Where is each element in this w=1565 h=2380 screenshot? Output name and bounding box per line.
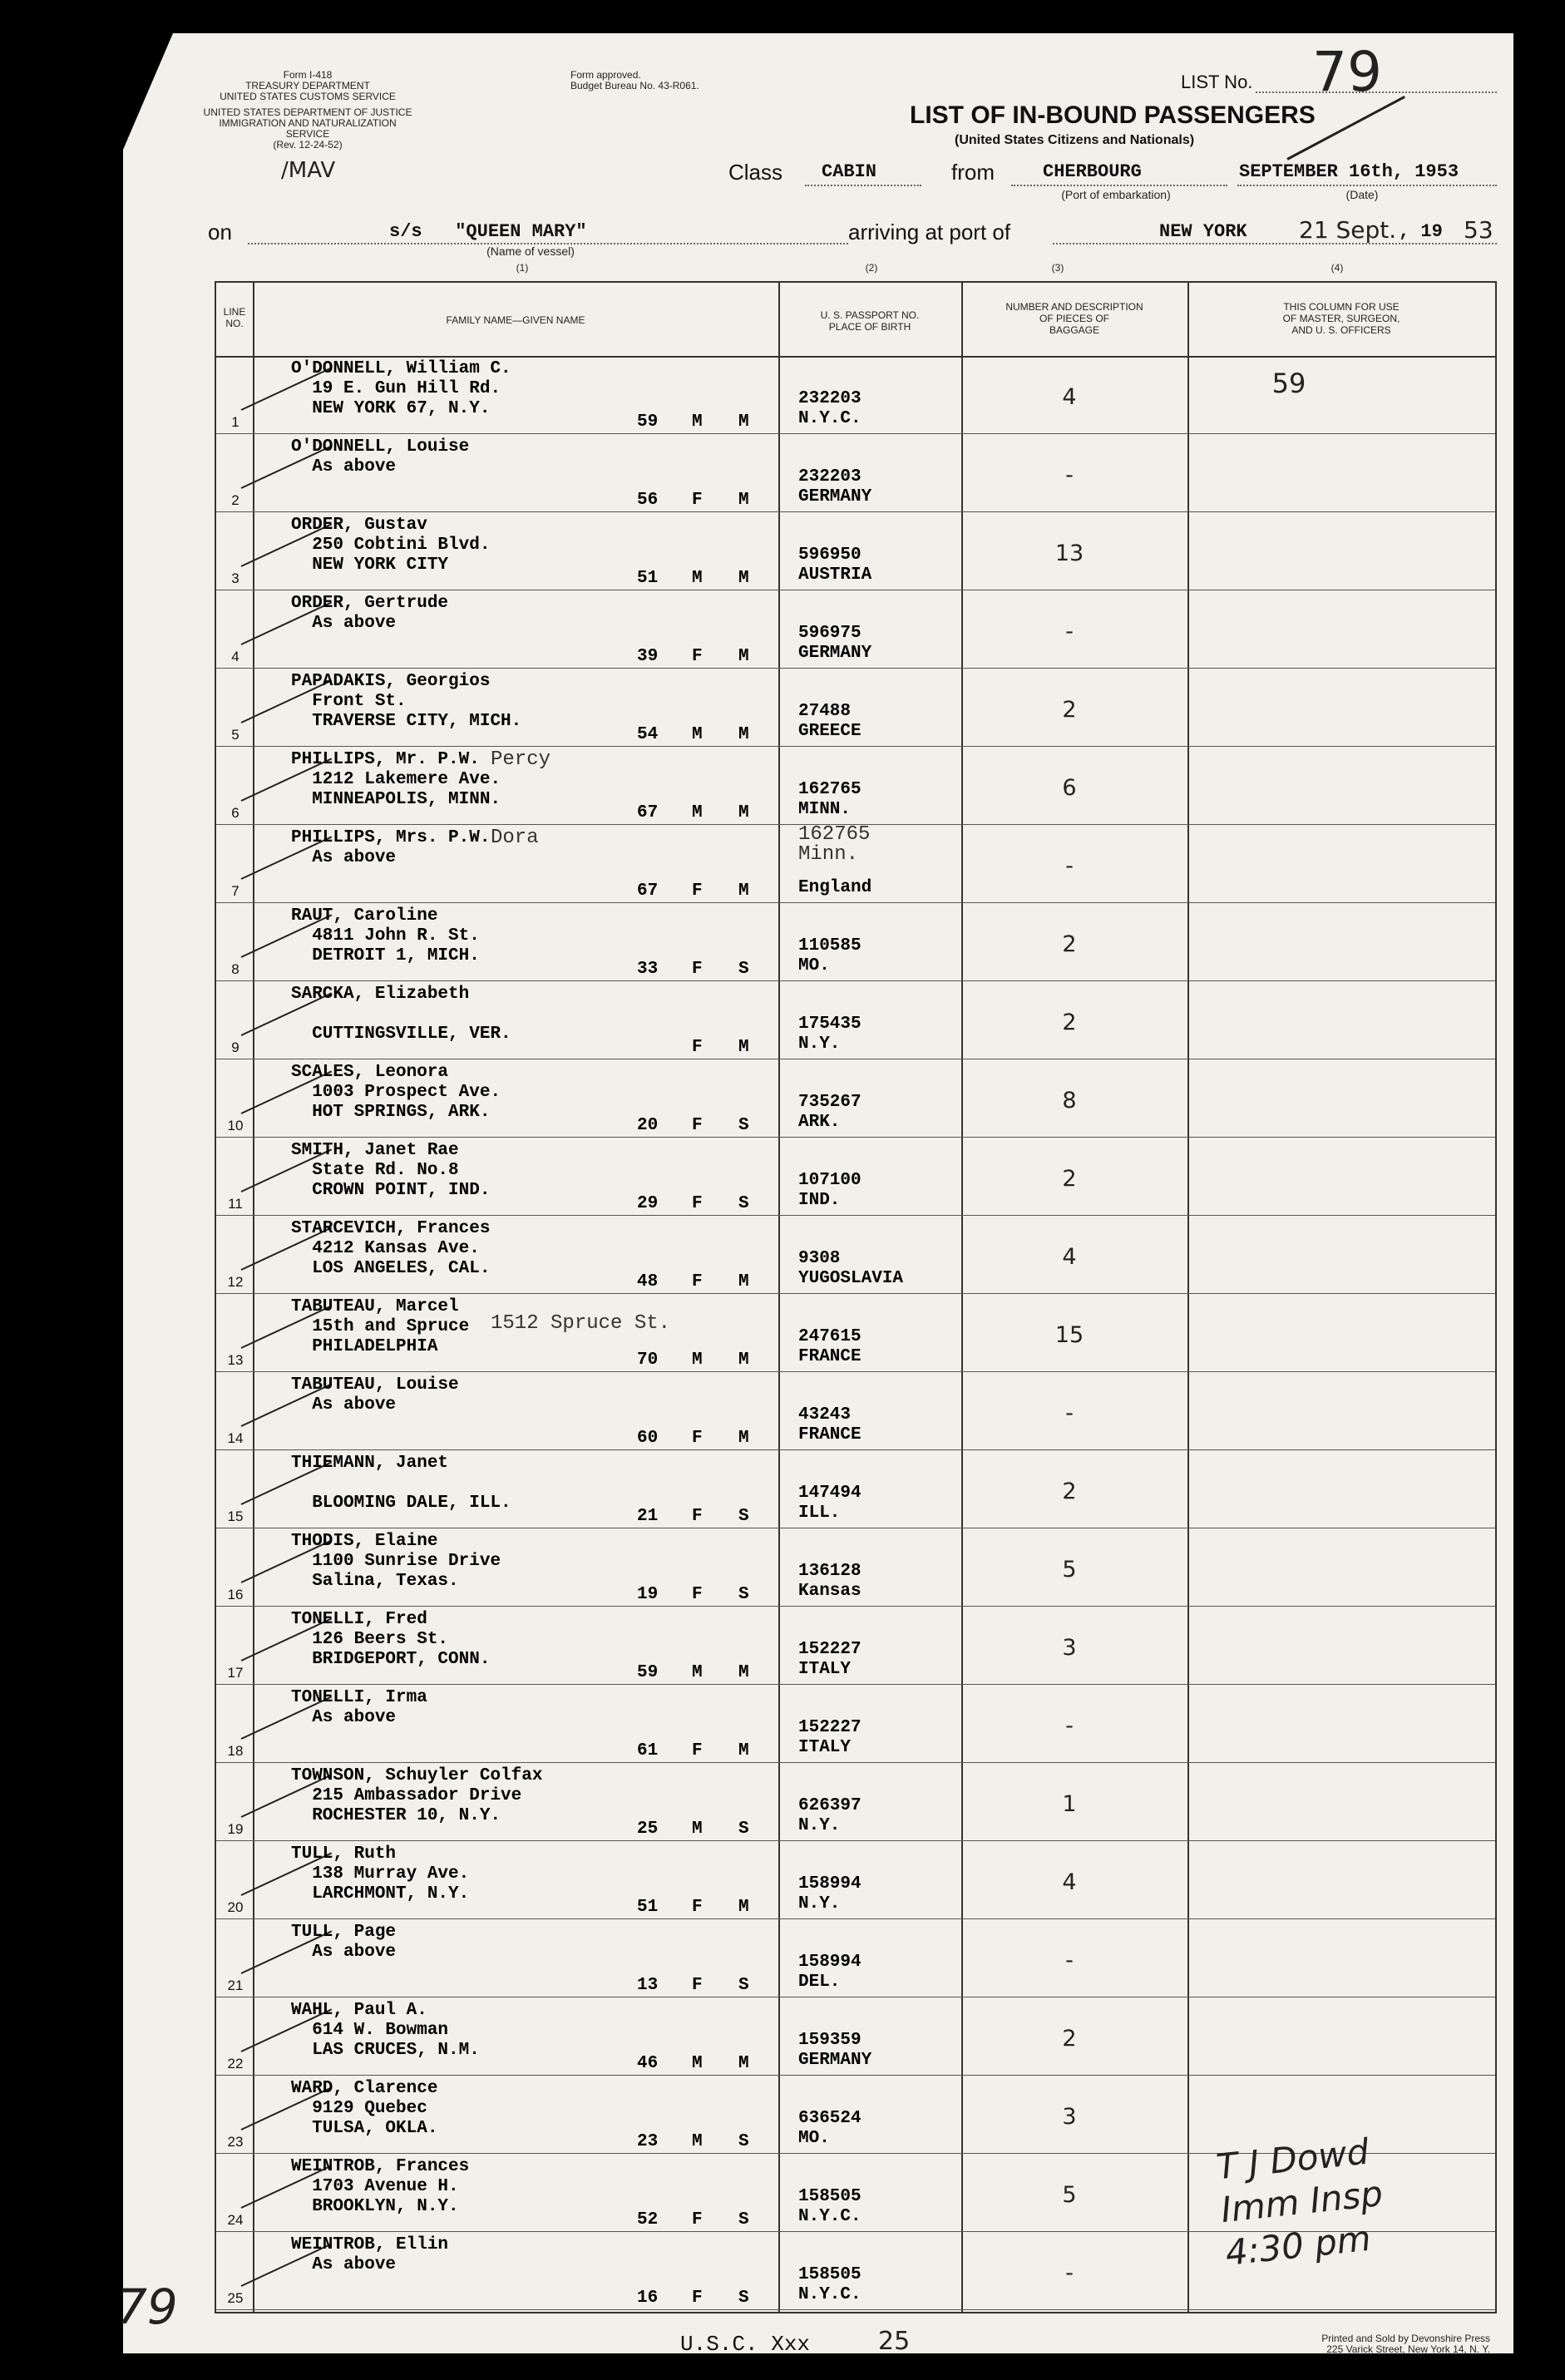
passenger-name-address: TABUTEAU, Marcel 15th and Spruce PHILADELPHIA xyxy=(291,1297,470,1356)
line-number: 18 xyxy=(227,1743,244,1759)
passenger-age: 59 xyxy=(637,1663,659,1682)
passenger-marital-status: S xyxy=(738,2210,749,2229)
column-number-1: (1) xyxy=(516,262,529,274)
usc-code: U.S.C. Xxx xyxy=(680,2332,811,2357)
handwritten-correction: 1512 Spruce St. xyxy=(491,1312,671,1335)
baggage-count: 13 xyxy=(1054,541,1084,566)
col-header-passport: U. S. PASSPORT NO. PLACE OF BIRTH xyxy=(820,309,920,333)
table-row xyxy=(216,1997,1495,2076)
table-row xyxy=(216,356,1495,434)
reference-code: /MAV xyxy=(281,158,336,183)
passport-birthplace: 152227 ITALY xyxy=(798,1640,861,1679)
passenger-age: 54 xyxy=(637,725,659,744)
passenger-name-address: TABUTEAU, Louise As above xyxy=(291,1375,459,1415)
port-embark-caption: (Port of embarkation) xyxy=(1061,188,1171,201)
table-row xyxy=(216,434,1495,512)
passenger-age: 25 xyxy=(637,1820,659,1839)
handwritten-correction: Percy xyxy=(491,748,551,771)
form-revision: (Rev. 12-24-52) xyxy=(273,139,343,151)
passenger-name-address: PAPADAKIS, Georgios Front St. TRAVERSE CITY, MICH. xyxy=(291,672,522,731)
vessel-value: s/s "QUEEN MARY" xyxy=(389,221,587,242)
arrival-date: 21 Sept. xyxy=(1299,216,1397,244)
passenger-age: 51 xyxy=(637,1898,659,1917)
passenger-age: 16 xyxy=(637,2289,659,2308)
passenger-marital-status: M xyxy=(738,569,749,588)
baggage-count: 15 xyxy=(1054,1322,1084,1348)
passenger-sex: F xyxy=(692,1194,703,1213)
passport-birthplace: 636524 MO. xyxy=(798,2109,861,2148)
printer-info xyxy=(1191,2333,1490,2355)
passport-birthplace: 596950 AUSTRIA xyxy=(798,546,872,585)
line-number: 4 xyxy=(231,649,239,664)
table-row xyxy=(216,1763,1495,1841)
baggage-count: 2 xyxy=(1062,697,1077,723)
line-number: 7 xyxy=(231,883,239,899)
passenger-marital-status: M xyxy=(738,881,749,901)
customs-service: UNITED STATES CUSTOMS SERVICE xyxy=(220,91,396,102)
passport-birthplace: 107100 IND. xyxy=(798,1171,861,1210)
passenger-age: 52 xyxy=(637,2210,659,2229)
passport-birthplace: 596975 GERMANY xyxy=(798,624,872,663)
line-number: 12 xyxy=(227,1274,244,1290)
passenger-marital-status: M xyxy=(738,803,749,822)
ins-service: IMMIGRATION AND NATURALIZATION SERVICE xyxy=(219,117,397,140)
table-row xyxy=(216,1138,1495,1216)
passenger-table xyxy=(215,281,1497,2313)
table-row xyxy=(216,1685,1495,1763)
passenger-age: 59 xyxy=(637,412,659,432)
passenger-marital-status: S xyxy=(738,1820,749,1839)
col-header-officers: THIS COLUMN FOR USE OF MASTER, SURGEON, AND U. S. OFFICERS xyxy=(1282,301,1400,336)
list-no-label: LIST No. xyxy=(1181,72,1253,92)
passenger-name-address: SCALES, Leonora 1003 Prospect Ave. HOT SPRINGS, ARK. xyxy=(291,1063,501,1122)
baggage-count: 1 xyxy=(1062,1791,1077,1817)
passenger-marital-status: M xyxy=(738,1741,749,1760)
passenger-name-address: WEINTROB, Ellin As above xyxy=(291,2235,449,2274)
baggage-count: - xyxy=(1065,1713,1074,1739)
from-label: from xyxy=(951,160,995,185)
table-row xyxy=(216,1059,1495,1138)
passport-birthplace: 27488 GREECE xyxy=(798,702,861,741)
passenger-age: 23 xyxy=(637,2132,659,2151)
line-number: 21 xyxy=(227,1978,244,1993)
passenger-sex: F xyxy=(692,1976,703,1995)
passenger-sex: F xyxy=(692,960,703,979)
baggage-count: - xyxy=(1065,462,1074,488)
arrival-year: 53 xyxy=(1464,216,1493,244)
baggage-count: 5 xyxy=(1062,1557,1077,1583)
passenger-marital-status: S xyxy=(738,1507,749,1526)
passenger-sex: M xyxy=(692,1350,703,1370)
passenger-name-address: WARD, Clarence 9129 Quebec TULSA, OKLA. xyxy=(291,2079,438,2138)
passenger-age: 21 xyxy=(637,1507,659,1526)
line-number: 8 xyxy=(231,961,239,977)
baggage-count: 2 xyxy=(1062,1166,1077,1192)
passport-birthplace: 9308 YUGOSLAVIA xyxy=(798,1249,904,1288)
passenger-sex: M xyxy=(692,1820,703,1839)
table-row xyxy=(216,1919,1495,1997)
baggage-count: 3 xyxy=(1062,2104,1077,2130)
passenger-name-address: TULL, Page As above xyxy=(291,1923,397,1962)
line-number: 13 xyxy=(227,1352,244,1368)
table-row xyxy=(216,903,1495,981)
passenger-age: 39 xyxy=(637,647,659,666)
passenger-name-address: THODIS, Elaine 1100 Sunrise Drive Salina, Texas. xyxy=(291,1532,501,1591)
passenger-marital-status: M xyxy=(738,1350,749,1370)
passenger-sex: M xyxy=(692,2132,703,2151)
approved-line: Form approved. xyxy=(570,69,641,81)
passport-birthplace: 158505 N.Y.C. xyxy=(798,2187,861,2226)
baggage-count: - xyxy=(1065,1400,1074,1426)
arrival-port: NEW YORK xyxy=(1159,221,1247,242)
torn-corner xyxy=(123,33,173,150)
class-underline xyxy=(805,185,921,186)
passenger-sex: F xyxy=(692,1898,703,1917)
form-info xyxy=(200,70,416,151)
baggage-count: 2 xyxy=(1062,2026,1077,2052)
baggage-count: 5 xyxy=(1062,2182,1077,2208)
passenger-sex: M xyxy=(692,725,703,744)
passport-birthplace: 147494 ILL. xyxy=(798,1484,861,1523)
passenger-marital-status: S xyxy=(738,1976,749,1995)
page-title: LIST OF IN-BOUND PASSENGERS xyxy=(910,101,1316,129)
passenger-marital-status: M xyxy=(738,1429,749,1448)
passenger-name-address: TOWNSON, Schuyler Colfax 215 Ambassador Drive ROCHESTER 10, N.Y. xyxy=(291,1766,543,1825)
passenger-sex: M xyxy=(692,1663,703,1682)
passenger-marital-status: S xyxy=(738,1585,749,1604)
passenger-age: 46 xyxy=(637,2054,659,2073)
col-header-name: FAMILY NAME—GIVEN NAME xyxy=(446,314,585,326)
table-row xyxy=(216,1450,1495,1528)
line-number: 17 xyxy=(227,1665,244,1681)
passport-birthplace: 162765 MINN. xyxy=(798,780,861,819)
line-number: 25 xyxy=(227,2290,244,2306)
passport-birthplace: England xyxy=(798,878,872,897)
passenger-age: 67 xyxy=(637,881,659,901)
table-row xyxy=(216,1841,1495,1919)
passport-birthplace: 152227 ITALY xyxy=(798,1718,861,1757)
passport-birthplace: 158994 N.Y. xyxy=(798,1874,861,1913)
passenger-age: 67 xyxy=(637,803,659,822)
vessel-caption: (Name of vessel) xyxy=(486,244,575,258)
baggage-count: - xyxy=(1065,2260,1074,2286)
line-number: 19 xyxy=(227,1821,244,1837)
budget-line: Budget Bureau No. 43-R061. xyxy=(570,80,699,91)
column-number-3: (3) xyxy=(1051,262,1064,274)
printer-line-2: 225 Varick Street, New York 14, N. Y. xyxy=(1326,2343,1490,2355)
passenger-sex: M xyxy=(692,569,703,588)
passenger-marital-status: M xyxy=(738,1272,749,1291)
printer-line-1: Printed and Sold by Devonshire Press xyxy=(1321,2333,1490,2344)
passenger-age: 60 xyxy=(637,1429,659,1448)
passenger-name-address: O'DONNELL, Louise As above xyxy=(291,437,470,476)
passenger-name-address: O'DONNELL, William C. 19 E. Gun Hill Rd. NEW YORK 67, N.Y. xyxy=(291,359,511,418)
passenger-age: 29 xyxy=(637,1194,659,1213)
passenger-name-address: WAHL, Paul A. 614 W. Bowman LAS CRUCES, N.M. xyxy=(291,2001,480,2060)
passenger-marital-status: M xyxy=(738,1038,749,1057)
passenger-age: 20 xyxy=(637,1116,659,1135)
line-number: 3 xyxy=(231,570,239,586)
table-row xyxy=(216,1216,1495,1294)
passenger-age: 61 xyxy=(637,1741,659,1760)
justice-dept: UNITED STATES DEPARTMENT OF JUSTICE xyxy=(203,106,412,118)
table-row xyxy=(216,747,1495,825)
passenger-sex: M xyxy=(692,2054,703,2073)
line-number: 5 xyxy=(231,727,239,743)
line-number: 10 xyxy=(227,1118,244,1133)
passenger-sex: F xyxy=(692,2289,703,2308)
line-number: 24 xyxy=(227,2212,244,2228)
line-number: 11 xyxy=(228,1196,243,1212)
margin-note: 79 xyxy=(116,2279,178,2335)
passenger-marital-status: M xyxy=(738,725,749,744)
line-number: 14 xyxy=(227,1430,244,1446)
baggage-count: 4 xyxy=(1062,1244,1077,1270)
baggage-count: - xyxy=(1065,1948,1074,1973)
passenger-marital-status: M xyxy=(738,412,749,432)
baggage-count: 2 xyxy=(1062,1010,1077,1035)
line-number: 23 xyxy=(227,2134,244,2150)
passenger-marital-status: S xyxy=(738,960,749,979)
passenger-age: 51 xyxy=(637,569,659,588)
passenger-marital-status: M xyxy=(738,2054,749,2073)
line-number: 9 xyxy=(231,1039,239,1055)
col-header-baggage: NUMBER AND DESCRIPTION OF PIECES OF BAGGAGE xyxy=(1005,301,1143,336)
passenger-sex: F xyxy=(692,881,703,901)
passenger-marital-status: S xyxy=(738,2132,749,2151)
passenger-name-address: TONELLI, Fred 126 Beers St. BRIDGEPORT, CONN. xyxy=(291,1610,491,1669)
baggage-count: - xyxy=(1065,853,1074,879)
line-number: 15 xyxy=(227,1508,244,1524)
passenger-age: 56 xyxy=(637,491,659,510)
passenger-marital-status: M xyxy=(738,491,749,510)
passport-birthplace: 159359 GERMANY xyxy=(798,2031,872,2070)
passenger-marital-status: M xyxy=(738,1898,749,1917)
passenger-age: 33 xyxy=(637,960,659,979)
passport-birthplace: 136128 Kansas xyxy=(798,1562,861,1601)
passenger-name-address: TONELLI, Irma As above xyxy=(291,1688,427,1727)
passport-birthplace: 158505 N.Y.C. xyxy=(798,2265,861,2304)
on-label: on xyxy=(208,220,232,244)
table-row xyxy=(216,1528,1495,1607)
passenger-sex: F xyxy=(692,1429,703,1448)
table-row xyxy=(216,1294,1495,1372)
baggage-count: - xyxy=(1065,619,1074,644)
passport-birthplace: 175435 N.Y. xyxy=(798,1015,861,1054)
baggage-count: 2 xyxy=(1062,1479,1077,1504)
column-number-4: (4) xyxy=(1330,262,1344,274)
passenger-age: 13 xyxy=(637,1976,659,1995)
passenger-name-address: SMITH, Janet Rae State Rd. No.8 CROWN POINT, IND. xyxy=(291,1141,491,1200)
list-no-value: 79 xyxy=(1312,40,1382,104)
passenger-name-address: RAUT, Caroline 4811 John R. St. DETROIT 1, MICH. xyxy=(291,906,480,965)
handwritten-passport: 162765 Minn. xyxy=(798,823,871,866)
passenger-marital-status: S xyxy=(738,2289,749,2308)
passenger-name-address: ORDER, Gustav 250 Cobtini Blvd. NEW YORK CITY xyxy=(291,516,491,575)
baggage-count: 4 xyxy=(1062,1869,1077,1895)
passenger-name-address: STARCEVICH, Frances 4212 Kansas Ave. LOS ANGELES, CAL. xyxy=(291,1219,491,1278)
date-caption: (Date) xyxy=(1345,188,1379,201)
passenger-name-address: THIEMANN, Janet BLOOMING DALE, ILL. xyxy=(291,1454,511,1513)
form-approved xyxy=(570,70,787,91)
passport-birthplace: 626397 N.Y. xyxy=(798,1796,861,1835)
passenger-marital-status: S xyxy=(738,1194,749,1213)
date-value: SEPTEMBER 16th, 1953 xyxy=(1239,161,1459,182)
table-row xyxy=(216,1372,1495,1450)
passenger-sex: F xyxy=(692,1507,703,1526)
passenger-sex: M xyxy=(692,803,703,822)
passenger-sex: F xyxy=(692,1116,703,1135)
baggage-count: 8 xyxy=(1062,1088,1077,1113)
arrival-underline xyxy=(1053,243,1497,244)
passenger-age: 19 xyxy=(637,1585,659,1604)
row-divider xyxy=(216,2309,1495,2310)
from-underline xyxy=(1011,185,1227,186)
passenger-sex: F xyxy=(692,491,703,510)
passenger-sex: F xyxy=(692,1272,703,1291)
column-number-2: (2) xyxy=(865,262,878,274)
date-underline xyxy=(1237,185,1497,186)
passenger-marital-status: M xyxy=(738,1663,749,1682)
treasury-dept: TREASURY DEPARTMENT xyxy=(245,80,370,91)
passenger-sex: F xyxy=(692,2210,703,2229)
arrival-year-prefix: , 19 xyxy=(1399,221,1443,242)
table-row xyxy=(216,1607,1495,1685)
line-number: 6 xyxy=(231,805,239,821)
table-row xyxy=(216,590,1495,669)
handwritten-correction: Dora xyxy=(491,827,539,849)
baggage-count: 2 xyxy=(1062,931,1077,957)
passenger-name-address: WEINTROB, Frances 1703 Avenue H. BROOKLYN, N.Y. xyxy=(291,2157,470,2216)
passport-birthplace: 232203 GERMANY xyxy=(798,467,872,506)
col-header-line: LINE NO. xyxy=(223,306,246,329)
passenger-sex: F xyxy=(692,1585,703,1604)
passport-birthplace: 158994 DEL. xyxy=(798,1953,861,1992)
passenger-name-address: SARCKA, Elizabeth CUTTINGSVILLE, VER. xyxy=(291,985,511,1044)
arriving-label: arriving at port of xyxy=(848,220,1011,244)
baggage-count: 3 xyxy=(1062,1635,1077,1661)
passenger-name-address: PHILLIPS, Mr. P.W. 1212 Lakemere Ave. MINNEAPOLIS, MINN. xyxy=(291,750,501,809)
baggage-count: 6 xyxy=(1062,775,1077,801)
line-number: 20 xyxy=(227,1899,244,1915)
passenger-age: 48 xyxy=(637,1272,659,1291)
passport-birthplace: 232203 N.Y.C. xyxy=(798,389,861,428)
class-value: CABIN xyxy=(822,161,877,182)
passenger-name-address: PHILLIPS, Mrs. P.W. As above xyxy=(291,828,491,867)
passenger-name-address: ORDER, Gertrude As above xyxy=(291,594,449,633)
baggage-count: 4 xyxy=(1062,384,1077,410)
inspector-signature: T J Dowd Imm Insp 4:30 pm xyxy=(1214,2131,1385,2274)
passport-birthplace: 110585 MO. xyxy=(798,936,861,975)
passport-birthplace: 735267 ARK. xyxy=(798,1093,861,1132)
line-number: 1 xyxy=(231,414,239,430)
passenger-sex: F xyxy=(692,647,703,666)
passport-birthplace: 43243 FRANCE xyxy=(798,1405,861,1444)
class-label: Class xyxy=(728,160,783,185)
table-row xyxy=(216,825,1495,903)
passenger-sex: M xyxy=(692,412,703,432)
passenger-age: 70 xyxy=(637,1350,659,1370)
page-subtitle: (United States Citizens and Nationals) xyxy=(955,133,1195,147)
passenger-marital-status: S xyxy=(738,1116,749,1135)
table-row xyxy=(216,981,1495,1059)
passenger-sex: F xyxy=(692,1038,703,1057)
from-value: CHERBOURG xyxy=(1043,161,1142,182)
manifest-sheet xyxy=(116,33,1513,2357)
form-number: Form I-418 xyxy=(283,69,333,81)
passenger-marital-status: M xyxy=(738,647,749,666)
total-count: 25 xyxy=(878,2327,911,2356)
table-row xyxy=(216,512,1495,590)
passenger-sex: F xyxy=(692,1741,703,1760)
line-number: 16 xyxy=(227,1587,244,1602)
passport-birthplace: 247615 FRANCE xyxy=(798,1327,861,1366)
passenger-name-address: TULL, Ruth 138 Murray Ave. LARCHMONT, N.Y. xyxy=(291,1844,470,1904)
line-number: 22 xyxy=(227,2056,244,2071)
line-number: 2 xyxy=(231,492,239,508)
officer-note: 59 xyxy=(1271,368,1306,399)
table-row xyxy=(216,669,1495,747)
